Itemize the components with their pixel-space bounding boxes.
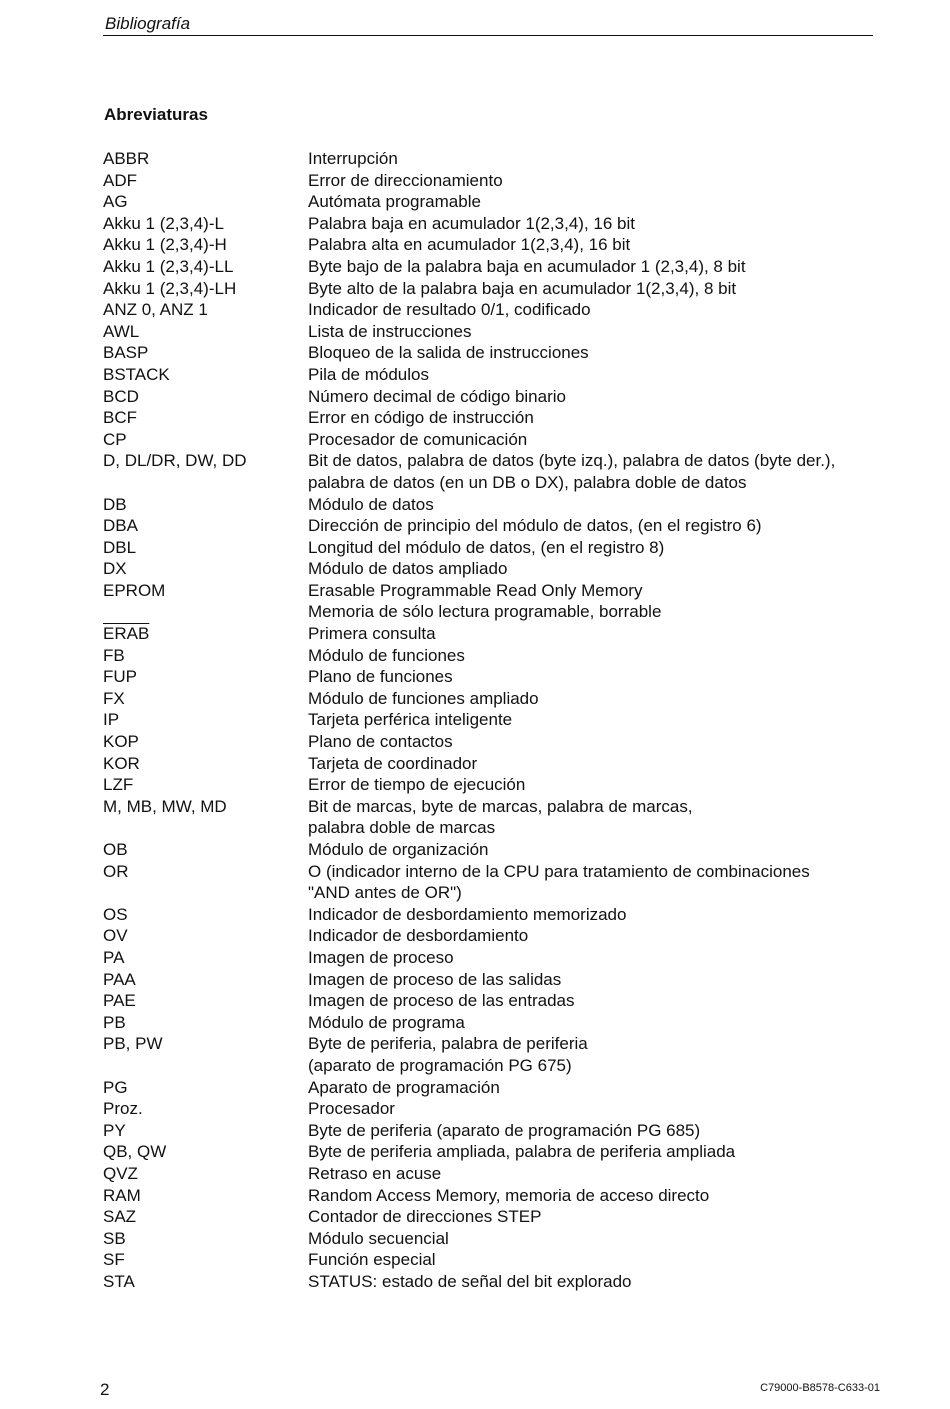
abbreviation-row <box>103 645 883 667</box>
abbreviation-term: SB <box>103 1228 126 1248</box>
abbreviation-description: Erasable Programmable Read Only Memory <box>308 580 643 600</box>
abbreviation-row <box>103 580 883 602</box>
abbreviation-row <box>103 753 883 775</box>
abbreviation-description: Error de direccionamiento <box>308 170 503 190</box>
abbreviation-term: BCF <box>103 408 137 428</box>
abbreviation-row <box>103 731 883 753</box>
abbreviation-term <box>103 601 308 623</box>
abbreviation-term: PA <box>103 947 125 967</box>
abbreviation-row <box>103 623 883 645</box>
abbreviation-term: OR <box>103 861 129 881</box>
abbreviation-list <box>103 148 883 1292</box>
abbreviation-description: "AND antes de OR") <box>308 883 462 903</box>
abbreviation-term: AG <box>103 192 128 212</box>
abbreviation-term: PAE <box>103 991 136 1011</box>
abbreviation-term: Akku 1 (2,3,4)-H <box>103 235 227 255</box>
abbreviation-term: DX <box>103 559 127 579</box>
abbreviation-description: Bit de datos, palabra de datos (byte izq.), palabra de datos (byte der.), <box>308 451 836 471</box>
abbreviation-row <box>103 882 883 904</box>
abbreviation-term: OV <box>103 926 128 946</box>
abbreviation-description: Error de tiempo de ejecución <box>308 775 526 795</box>
abbreviation-description: Módulo secuencial <box>308 1228 449 1248</box>
abbreviation-description: Error en código de instrucción <box>308 408 534 428</box>
abbreviation-row <box>103 537 883 559</box>
abbreviation-term: FUP <box>103 667 137 687</box>
abbreviation-row <box>103 947 883 969</box>
abbreviation-description: Byte alto de la palabra baja en acumulador 1(2,3,4), 8 bit <box>308 278 737 298</box>
abbreviation-description: O (indicador interno de la CPU para tratamiento de combinaciones <box>308 861 810 881</box>
abbreviation-description: Indicador de desbordamiento memorizado <box>308 904 627 924</box>
abbreviation-description: Byte de periferia, palabra de periferia <box>308 1034 588 1054</box>
abbreviation-row <box>103 709 883 731</box>
abbreviation-description: Random Access Memory, memoria de acceso directo <box>308 1185 710 1205</box>
abbreviation-description: Plano de contactos <box>308 732 453 752</box>
abbreviation-term: PB, PW <box>103 1034 163 1054</box>
abbreviation-description: Palabra baja en acumulador 1(2,3,4), 16 bit <box>308 213 635 233</box>
abbreviation-term: KOP <box>103 732 139 752</box>
abbreviation-row <box>103 839 883 861</box>
abbreviation-row <box>103 1228 883 1250</box>
abbreviation-term: DB <box>103 494 127 514</box>
abbreviation-row <box>103 1098 883 1120</box>
abbreviation-term: FX <box>103 688 125 708</box>
abbreviation-term: DBA <box>103 516 138 536</box>
abbreviation-term: STA <box>103 1271 135 1291</box>
header-rule <box>103 35 873 36</box>
abbreviation-description: Procesador <box>308 1099 395 1119</box>
abbreviation-row <box>103 472 883 494</box>
abbreviation-term: Akku 1 (2,3,4)-LH <box>103 278 237 298</box>
abbreviation-description: STATUS: estado de señal del bit explorado <box>308 1271 632 1291</box>
document-code: C79000-B8578-C633-01 <box>760 1382 880 1394</box>
abbreviation-row <box>103 796 883 818</box>
abbreviation-row <box>103 386 883 408</box>
abbreviation-row <box>103 1033 883 1055</box>
abbreviation-row <box>103 364 883 386</box>
abbreviation-row <box>103 1012 883 1034</box>
abbreviation-row <box>103 494 883 516</box>
abbreviation-term: BASP <box>103 343 149 363</box>
abbreviation-row <box>103 774 883 796</box>
abbreviation-row <box>103 1185 883 1207</box>
abbreviation-description: Módulo de funciones <box>308 645 465 665</box>
abbreviation-term: ADF <box>103 170 137 190</box>
abbreviation-description: (aparato de programación PG 675) <box>308 1055 572 1075</box>
abbreviation-row <box>103 191 883 213</box>
abbreviation-row <box>103 1271 883 1293</box>
abbreviation-row <box>103 407 883 429</box>
abbreviation-row <box>103 1206 883 1228</box>
abbreviation-row <box>103 170 883 192</box>
abbreviation-term <box>103 817 308 839</box>
abbreviation-term <box>103 882 308 904</box>
abbreviation-description: Lista de instrucciones <box>308 321 472 341</box>
abbreviation-term <box>103 1055 308 1077</box>
header-title: Bibliografía <box>105 14 191 33</box>
abbreviation-row <box>103 321 883 343</box>
abbreviation-term: BSTACK <box>103 364 170 384</box>
abbreviation-description: Indicador de resultado 0/1, codificado <box>308 300 591 320</box>
abbreviation-term: ERAB <box>103 624 150 644</box>
abbreviation-term: FB <box>103 645 125 665</box>
abbreviation-row <box>103 817 883 839</box>
section-title: Abreviaturas <box>104 105 208 124</box>
abbreviation-row <box>103 234 883 256</box>
abbreviation-row <box>103 299 883 321</box>
abbreviation-description: Autómata programable <box>308 192 481 212</box>
abbreviation-description: Bloqueo de la salida de instrucciones <box>308 343 589 363</box>
abbreviation-description: Pila de módulos <box>308 364 429 384</box>
abbreviation-term: Akku 1 (2,3,4)-LL <box>103 256 234 276</box>
abbreviation-term: BCD <box>103 386 139 406</box>
abbreviation-row <box>103 1141 883 1163</box>
abbreviation-term <box>103 472 308 494</box>
abbreviation-term: M, MB, MW, MD <box>103 796 227 816</box>
abbreviation-row <box>103 904 883 926</box>
abbreviation-description: Módulo de datos ampliado <box>308 559 508 579</box>
abbreviation-row <box>103 925 883 947</box>
abbreviation-description: Imagen de proceso de las entradas <box>308 991 575 1011</box>
abbreviation-row <box>103 969 883 991</box>
abbreviation-term: QB, QW <box>103 1142 167 1162</box>
abbreviation-term: Proz. <box>103 1099 143 1119</box>
abbreviation-description: Módulo de datos <box>308 494 434 514</box>
abbreviation-row <box>103 1163 883 1185</box>
abbreviation-row <box>103 1055 883 1077</box>
abbreviation-term: RAM <box>103 1185 141 1205</box>
abbreviation-description: Plano de funciones <box>308 667 453 687</box>
abbreviation-description: Contador de direcciones STEP <box>308 1207 542 1227</box>
abbreviation-row <box>103 601 883 623</box>
abbreviation-description: Imagen de proceso de las salidas <box>308 969 562 989</box>
abbreviation-description: Primera consulta <box>308 624 436 644</box>
abbreviation-row <box>103 688 883 710</box>
abbreviation-description: Byte bajo de la palabra baja en acumulador 1 (2,3,4), 8 bit <box>308 256 746 276</box>
abbreviation-row <box>103 1077 883 1099</box>
abbreviation-term: OS <box>103 904 128 924</box>
abbreviation-description: Longitud del módulo de datos, (en el registro 8) <box>308 537 665 557</box>
abbreviation-description: Dirección de principio del módulo de datos, (en el registro 6) <box>308 516 762 536</box>
abbreviation-description: Aparato de programación <box>308 1077 500 1097</box>
abbreviation-term: D, DL/DR, DW, DD <box>103 451 247 471</box>
abbreviation-term: LZF <box>103 775 134 795</box>
abbreviation-description: Palabra alta en acumulador 1(2,3,4), 16 bit <box>308 235 631 255</box>
abbreviation-row <box>103 861 883 883</box>
abbreviation-term: Akku 1 (2,3,4)-L <box>103 213 224 233</box>
abbreviation-row <box>103 1120 883 1142</box>
abbreviation-description: Procesador de comunicación <box>308 429 528 449</box>
abbreviation-description: Bit de marcas, byte de marcas, palabra de marcas, <box>308 796 693 816</box>
abbreviation-description: Indicador de desbordamiento <box>308 926 529 946</box>
abbreviation-term: PG <box>103 1077 128 1097</box>
abbreviation-term: EPROM <box>103 580 166 600</box>
abbreviation-description: Función especial <box>308 1250 436 1270</box>
abbreviation-description: Retraso en acuse <box>308 1163 442 1183</box>
abbreviation-row <box>103 1249 883 1271</box>
abbreviation-row <box>103 148 883 170</box>
abbreviation-row <box>103 278 883 300</box>
abbreviation-term: SAZ <box>103 1207 137 1227</box>
abbreviation-description: Tarjeta perférica inteligente <box>308 710 513 730</box>
page-number: 2 <box>100 1380 110 1399</box>
abbreviation-term: PY <box>103 1120 126 1140</box>
abbreviation-description: Módulo de programa <box>308 1012 465 1032</box>
abbreviation-term: PB <box>103 1012 126 1032</box>
abbreviation-description: Byte de periferia ampliada, palabra de periferia ampliada <box>308 1142 736 1162</box>
abbreviation-row <box>103 256 883 278</box>
abbreviation-description: Módulo de funciones ampliado <box>308 688 539 708</box>
abbreviation-description: Número decimal de código binario <box>308 386 566 406</box>
abbreviation-description: palabra doble de marcas <box>308 818 496 838</box>
abbreviation-row <box>103 515 883 537</box>
abbreviation-description: palabra de datos (en un DB o DX), palabra doble de datos <box>308 472 747 492</box>
abbreviation-term: ANZ 0, ANZ 1 <box>103 300 208 320</box>
abbreviation-row <box>103 990 883 1012</box>
abbreviation-description: Módulo de organización <box>308 840 489 859</box>
abbreviation-term: QVZ <box>103 1163 138 1183</box>
abbreviation-term: OB <box>103 840 128 859</box>
abbreviation-description: Tarjeta de coordinador <box>308 753 478 773</box>
abbreviation-term: SF <box>103 1250 125 1270</box>
abbreviation-description: Interrupción <box>308 149 398 168</box>
abbreviation-row <box>103 450 883 472</box>
abbreviation-row <box>103 342 883 364</box>
abbreviation-description: Imagen de proceso <box>308 947 454 967</box>
abbreviation-description: Memoria de sólo lectura programable, borrable <box>308 602 662 622</box>
abbreviation-term: AWL <box>103 321 140 341</box>
abbreviation-term: DBL <box>103 537 137 557</box>
abbreviation-row <box>103 429 883 451</box>
abbreviation-term: ABBR <box>103 149 150 168</box>
abbreviation-row <box>103 666 883 688</box>
abbreviation-term: PAA <box>103 969 136 989</box>
abbreviation-term: CP <box>103 429 127 449</box>
abbreviation-row <box>103 213 883 235</box>
abbreviation-row <box>103 558 883 580</box>
abbreviation-term: KOR <box>103 753 140 773</box>
abbreviation-term: IP <box>103 710 120 730</box>
abbreviation-description: Byte de periferia (aparato de programación PG 685) <box>308 1120 701 1140</box>
